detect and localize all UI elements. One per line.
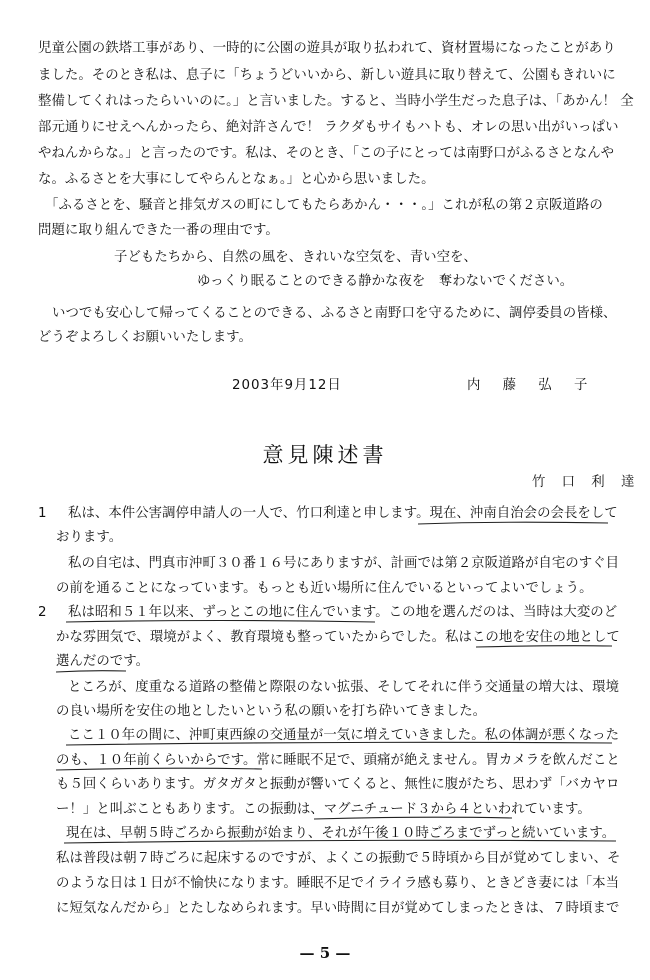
statement-title: 意見陳述書 [262, 443, 388, 467]
page-number: — 5 — [299, 944, 351, 962]
statement-line: 私の自宅は、門真市沖町３０番１６号にありますが、計画では第２京阪道路が自宅のすぐ目 [68, 556, 620, 571]
letter-line: 「ふるさとを、騒音と排気ガスの町にしてもたらあかん・・・。」これが私の第２京阪道路の [45, 198, 603, 213]
statement-line: 現在は、早朝５時ごろから振動が始まり、それが午後１０時ごろまでずっと続いています。 [66, 826, 616, 841]
letter-line: やねんからな。」と言ったのです。私は、そのとき、「この子にとっては南野口がふるさとなんや [38, 146, 615, 161]
statement-line: おります。 [56, 530, 123, 545]
letter-signature: 内 藤 弘 子 [467, 378, 597, 393]
letter-line: な。ふるさとを大事にしてやらんとなぁ。」と心から思いました。 [38, 172, 435, 187]
poem-line: ゆっくり眠ることのできる静かな夜を 奪わないでください。 [197, 274, 574, 289]
statement-line: 私は、本件公害調停申請人の一人で、竹口利達と申します。現在、沖南自治会の会長をして [68, 506, 618, 521]
item-number: 1 [38, 506, 47, 521]
letter-line: 児童公園の鉄塔工事があり、一時的に公園の遊具が取り払われて、資材置場になったことがあり [38, 41, 616, 56]
closing-line: どうぞよろしくお願いいたします。 [38, 330, 252, 345]
statement-line: ところが、度重なる道路の整備と際限のない拡張、そしてそれに伴う交通量の増大は、環境 [68, 680, 620, 695]
statement-line: ここ１０年の間に、沖町東西線の交通量が一気に増えていきました。私の体調が悪くなった [68, 728, 620, 743]
letter-line: ました。そのとき私は、息子に「ちょうどいいから、新しい遊具に取り替えて、公園もきれいに [38, 68, 616, 83]
statement-line: 私は昭和５１年以来、ずっとこの地に住んでいます。この地を選んだのは、当時は大変のど [68, 605, 618, 620]
letter-date: 2003年9月12日 [232, 378, 342, 393]
letter-line: 整備してくれはったらいいのに。」と言いました。すると、当時小学生だった息子は、「あかん！ 全 [38, 94, 634, 109]
statement-line: に短気なんだから」とたしなめられます。早い時間に目が覚めてしまったときは、７時頃まで [56, 901, 620, 916]
statement-line: の前を通ることになっています。もっとも近い場所に住んでいるといってよいでしょう。 [56, 581, 593, 596]
statement-line: 私は普段は朝７時ごろに起床するのですが、よくこの振動で５時頃から目が覚めてしまい、そ [56, 851, 621, 866]
item-number: 2 [38, 605, 47, 620]
statement-line: のも、１０年前くらいからです。常に睡眠不足で、頭痛が絶えません。胃カメラを飲んだこと [56, 753, 620, 768]
letter-line: 部元通りにせえへんかったら、絶対許さんで！ ラクダもサイもハトも、オレの思い出がいっぱい [38, 120, 619, 135]
closing-line: いつでも安心して帰ってくることのできる、ふるさと南野口を守るために、調停委員の皆様、 [52, 306, 617, 321]
statement-line: かな雰囲気で、環境がよく、教育環境も整っていたからでした。私はこの地を安住の地として [56, 630, 620, 645]
statement-line: ー！」と叫ぶこともあります。この振動は、マグニチュード３から４といわれています。 [56, 802, 591, 817]
statement-author: 竹 口 利 達 [532, 475, 641, 490]
poem-line: 子どもたちから、自然の風を、きれいな空気を、青い空を、 [114, 250, 477, 265]
letter-line: 問題に取り組んできた一番の理由です。 [38, 223, 279, 238]
statement-line: の良い場所を安住の地としたいという私の願いを打ち砕いてきました。 [56, 704, 487, 719]
statement-line: 選んだのです。 [56, 654, 150, 669]
statement-line: も５回くらいあります。ガタガタと振動が響いてくると、無性に腹がたち、思わず「バカヤロ [56, 777, 620, 792]
statement-line: のような日は１日が不愉快になります。睡眠不足でイライラ感も募り、ときどき妻には「本当 [56, 876, 620, 891]
